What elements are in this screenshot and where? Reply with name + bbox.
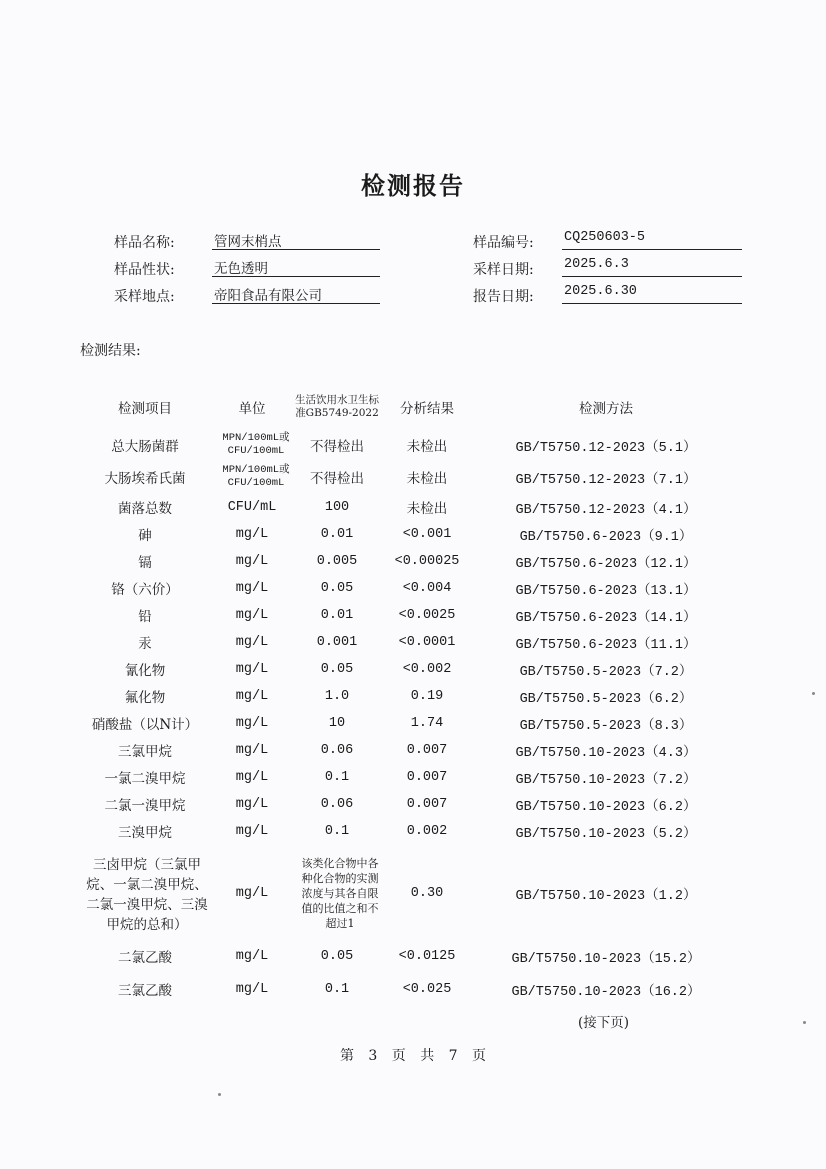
row-limit: 0.06 (320, 796, 354, 812)
row-item: 镉 (138, 555, 152, 571)
row-unit: CFU/mL (227, 499, 277, 515)
row-limit: 0.1 (324, 823, 350, 839)
header-unit: 单位 (238, 401, 266, 417)
row-method: GB/T5750.12-2023（5.1） (515, 440, 697, 456)
row-item: 汞 (138, 636, 152, 652)
row-limit: 0.05 (320, 661, 354, 677)
scan-speck (812, 692, 815, 695)
row-item: 二氯一溴甲烷 (104, 798, 186, 814)
row-method: GB/T5750.10-2023（1.2） (515, 888, 697, 904)
row-limit: 0.1 (324, 981, 350, 997)
sample-date-label: 采样日期: (473, 262, 534, 278)
row-item: 一氯二溴甲烷 (104, 771, 186, 787)
row-result: <0.0025 (398, 607, 456, 623)
row-limit: 0.01 (320, 607, 354, 623)
scan-speck (803, 1021, 806, 1024)
row-item: 总大肠菌群 (111, 439, 179, 455)
row-method: GB/T5750.5-2023（7.2） (519, 664, 693, 680)
row-item: 砷 (138, 528, 152, 544)
row-item: 氟化物 (124, 690, 166, 706)
row-limit: 0.06 (320, 742, 354, 758)
row-unit: mg/L (235, 634, 269, 650)
row-result: <0.001 (402, 526, 452, 542)
row-method: GB/T5750.10-2023（6.2） (515, 799, 697, 815)
sample-site-value: 帝阳食品有限公司 (212, 284, 380, 304)
row-limit: 0.05 (320, 580, 354, 596)
row-method: GB/T5750.12-2023（4.1） (515, 502, 697, 518)
row-method: GB/T5750.10-2023（4.3） (515, 745, 697, 761)
row-limit: 0.001 (316, 634, 358, 650)
row-result: <0.0125 (398, 948, 456, 964)
row-unit: mg/L (235, 981, 269, 997)
row-limit: 不得检出 (310, 440, 364, 456)
row-limit: 0.05 (320, 948, 354, 964)
row-result: <0.004 (402, 580, 452, 596)
row-result: 0.002 (406, 823, 448, 839)
row-method: GB/T5750.12-2023（7.1） (515, 472, 697, 488)
row-limit: 不得检出 (310, 472, 364, 488)
row-method: GB/T5750.6-2023（12.1） (515, 556, 697, 572)
row-result: 0.19 (410, 688, 444, 704)
report-date-label: 报告日期: (473, 289, 534, 305)
row-unit: mg/L (235, 553, 269, 569)
header-item: 检测项目 (118, 401, 172, 417)
header-method: 检测方法 (579, 401, 633, 417)
row-result: 0.30 (410, 885, 444, 901)
row-item: 三溴甲烷 (118, 825, 172, 841)
row-limit: 1.0 (324, 688, 350, 704)
row-method: GB/T5750.6-2023（11.1） (515, 637, 697, 653)
header-result: 分析结果 (400, 401, 454, 417)
row-unit: mg/L (235, 580, 269, 596)
results-section-title: 检测结果: (80, 343, 141, 359)
row-method: GB/T5750.10-2023（15.2） (511, 951, 701, 967)
row-method: GB/T5750.5-2023（8.3） (519, 718, 693, 734)
row-unit: mg/L (235, 823, 269, 839)
row-item: 三卤甲烷（三氯甲烷、一氯二溴甲烷、二氯一溴甲烷、三溴甲烷的总和） (86, 857, 208, 933)
row-unit: mg/L (235, 796, 269, 812)
row-method: GB/T5750.10-2023（16.2） (511, 984, 701, 1000)
sample-no-label: 样品编号: (473, 235, 534, 251)
report-title: 检测报告 (361, 171, 465, 200)
sample-name-label: 样品名称: (114, 235, 175, 251)
sample-no-value: CQ250603-5 (562, 230, 742, 250)
row-unit: mg/L (235, 715, 269, 731)
report-date-value: 2025.6.30 (562, 284, 742, 304)
sample-name-value: 管网末梢点 (212, 230, 380, 250)
page-footer: 第 3 页 共 7 页 (339, 1048, 487, 1064)
row-limit: 0.1 (324, 769, 350, 785)
sample-date-value: 2025.6.3 (562, 257, 742, 277)
row-result: <0.025 (402, 981, 452, 997)
row-method: GB/T5750.6-2023（14.1） (515, 610, 697, 626)
row-method: GB/T5750.10-2023（7.2） (515, 772, 697, 788)
row-unit: MPN/100mL或CFU/100mL (222, 432, 290, 457)
row-item: 氰化物 (124, 663, 166, 679)
row-unit: MPN/100mL或CFU/100mL (222, 464, 290, 489)
row-item: 硝酸盐（以N计） (91, 717, 199, 733)
row-unit: mg/L (235, 885, 269, 901)
continue-note: (接下页) (578, 1015, 630, 1031)
row-item: 大肠埃希氏菌 (104, 471, 186, 487)
row-item: 三氯乙酸 (118, 983, 172, 999)
row-limit: 100 (324, 499, 350, 515)
row-item: 铅 (138, 609, 152, 625)
row-unit: mg/L (235, 526, 269, 542)
row-method: GB/T5750.5-2023（6.2） (519, 691, 693, 707)
row-method: GB/T5750.6-2023（9.1） (519, 529, 693, 545)
row-unit: mg/L (235, 607, 269, 623)
row-result: 0.007 (406, 796, 448, 812)
row-result: 未检出 (406, 502, 448, 518)
row-result: <0.0001 (398, 634, 456, 650)
row-unit: mg/L (235, 769, 269, 785)
row-item: 三氯甲烷 (118, 744, 172, 760)
row-item: 二氯乙酸 (118, 950, 172, 966)
row-unit: mg/L (235, 948, 269, 964)
row-method: GB/T5750.6-2023（13.1） (515, 583, 697, 599)
row-limit: 10 (328, 715, 346, 731)
row-limit: 0.005 (316, 553, 358, 569)
sample-site-label: 采样地点: (114, 289, 175, 305)
header-limit: 生活饮用水卫生标准GB5749-2022 (295, 394, 379, 419)
row-result: 0.007 (406, 769, 448, 785)
row-unit: mg/L (235, 742, 269, 758)
sample-state-label: 样品性状: (114, 262, 175, 278)
row-result: <0.002 (402, 661, 452, 677)
row-result: 未检出 (406, 440, 448, 456)
scan-speck (218, 1093, 221, 1096)
row-result: <0.00025 (394, 553, 460, 569)
row-unit: mg/L (235, 688, 269, 704)
row-result: 1.74 (410, 715, 444, 731)
row-result: 未检出 (406, 472, 448, 488)
sample-state-value: 无色透明 (212, 257, 380, 277)
row-limit: 该类化合物中各种化合物的实测浓度与其各自限值的比值之和不超过1 (301, 856, 379, 930)
row-unit: mg/L (235, 661, 269, 677)
row-limit: 0.01 (320, 526, 354, 542)
row-method: GB/T5750.10-2023（5.2） (515, 826, 697, 842)
row-result: 0.007 (406, 742, 448, 758)
row-item: 铬（六价） (111, 582, 179, 598)
row-item: 菌落总数 (118, 501, 172, 517)
